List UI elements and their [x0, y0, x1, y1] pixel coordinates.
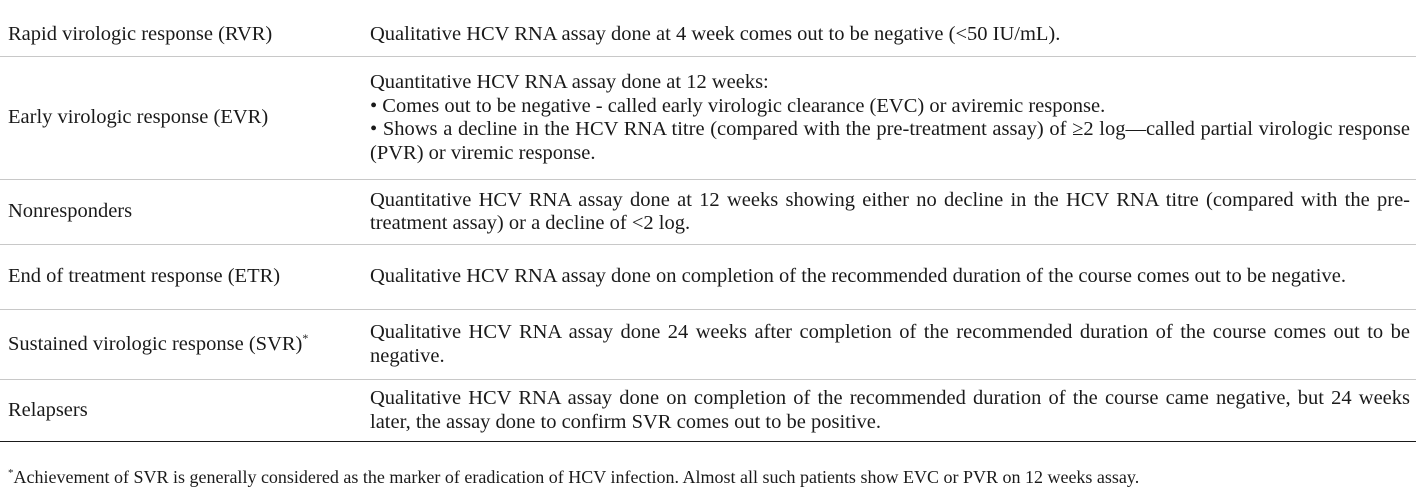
- table-row: [0, 14, 1416, 57]
- definition-cell: Qualitative HCV RNA assay done on completion of the recommended duration of the course comes out to be negative.: [362, 245, 1416, 310]
- table-row: [0, 380, 1416, 442]
- table-row: [0, 310, 1416, 380]
- footnote-text: Achievement of SVR is generally considered as the marker of eradication of HCV infection. Almost all such patients show EVC or PVR on 12 weeks assay.: [13, 467, 1140, 487]
- term-cell: Nonresponders: [0, 180, 362, 245]
- definition-cell: Quantitative HCV RNA assay done at 12 weeks showing either no decline in the HCV RNA titre (compared with the pre-treatment assay) or a decline of <2 log.: [362, 180, 1416, 245]
- definition-cell: Qualitative HCV RNA assay done on completion of the recommended duration of the course came negative, but 24 weeks later, the assay done to confirm SVR comes out to be positive.: [362, 380, 1416, 442]
- definition-cell: Qualitative HCV RNA assay done at 4 week comes out to be negative (<50 IU/mL).: [362, 14, 1416, 57]
- term-text: Sustained virologic response (SVR): [8, 332, 303, 355]
- table-row: [0, 245, 1416, 310]
- footnote-marker: *: [302, 330, 309, 345]
- definition-cell: Qualitative HCV RNA assay done 24 weeks after completion of the recommended duration of the course comes out to be negative.: [362, 310, 1416, 380]
- term-cell: Rapid virologic response (RVR): [0, 14, 362, 57]
- definition-bullet: • Shows a decline in the HCV RNA titre (compared with the pre-treatment assay) of ≥2 log—called partial virologic response (PVR) or viremic response.: [370, 118, 1410, 164]
- table-row: [0, 57, 1416, 180]
- definition-cell: [362, 57, 1416, 180]
- term-cell: [0, 310, 362, 380]
- virologic-response-table: [0, 14, 1416, 442]
- table-footnote: [8, 466, 1408, 488]
- term-cell: Early virologic response (EVR): [0, 57, 362, 180]
- definition-bullet: • Comes out to be negative - called early virologic clearance (EVC) or aviremic response.: [370, 94, 1106, 117]
- term-cell: Relapsers: [0, 380, 362, 442]
- footnote-marker: *: [8, 467, 14, 479]
- definition-intro: Quantitative HCV RNA assay done at 12 weeks:: [370, 71, 769, 93]
- term-cell: End of treatment response (ETR): [0, 245, 362, 310]
- table-row: [0, 180, 1416, 245]
